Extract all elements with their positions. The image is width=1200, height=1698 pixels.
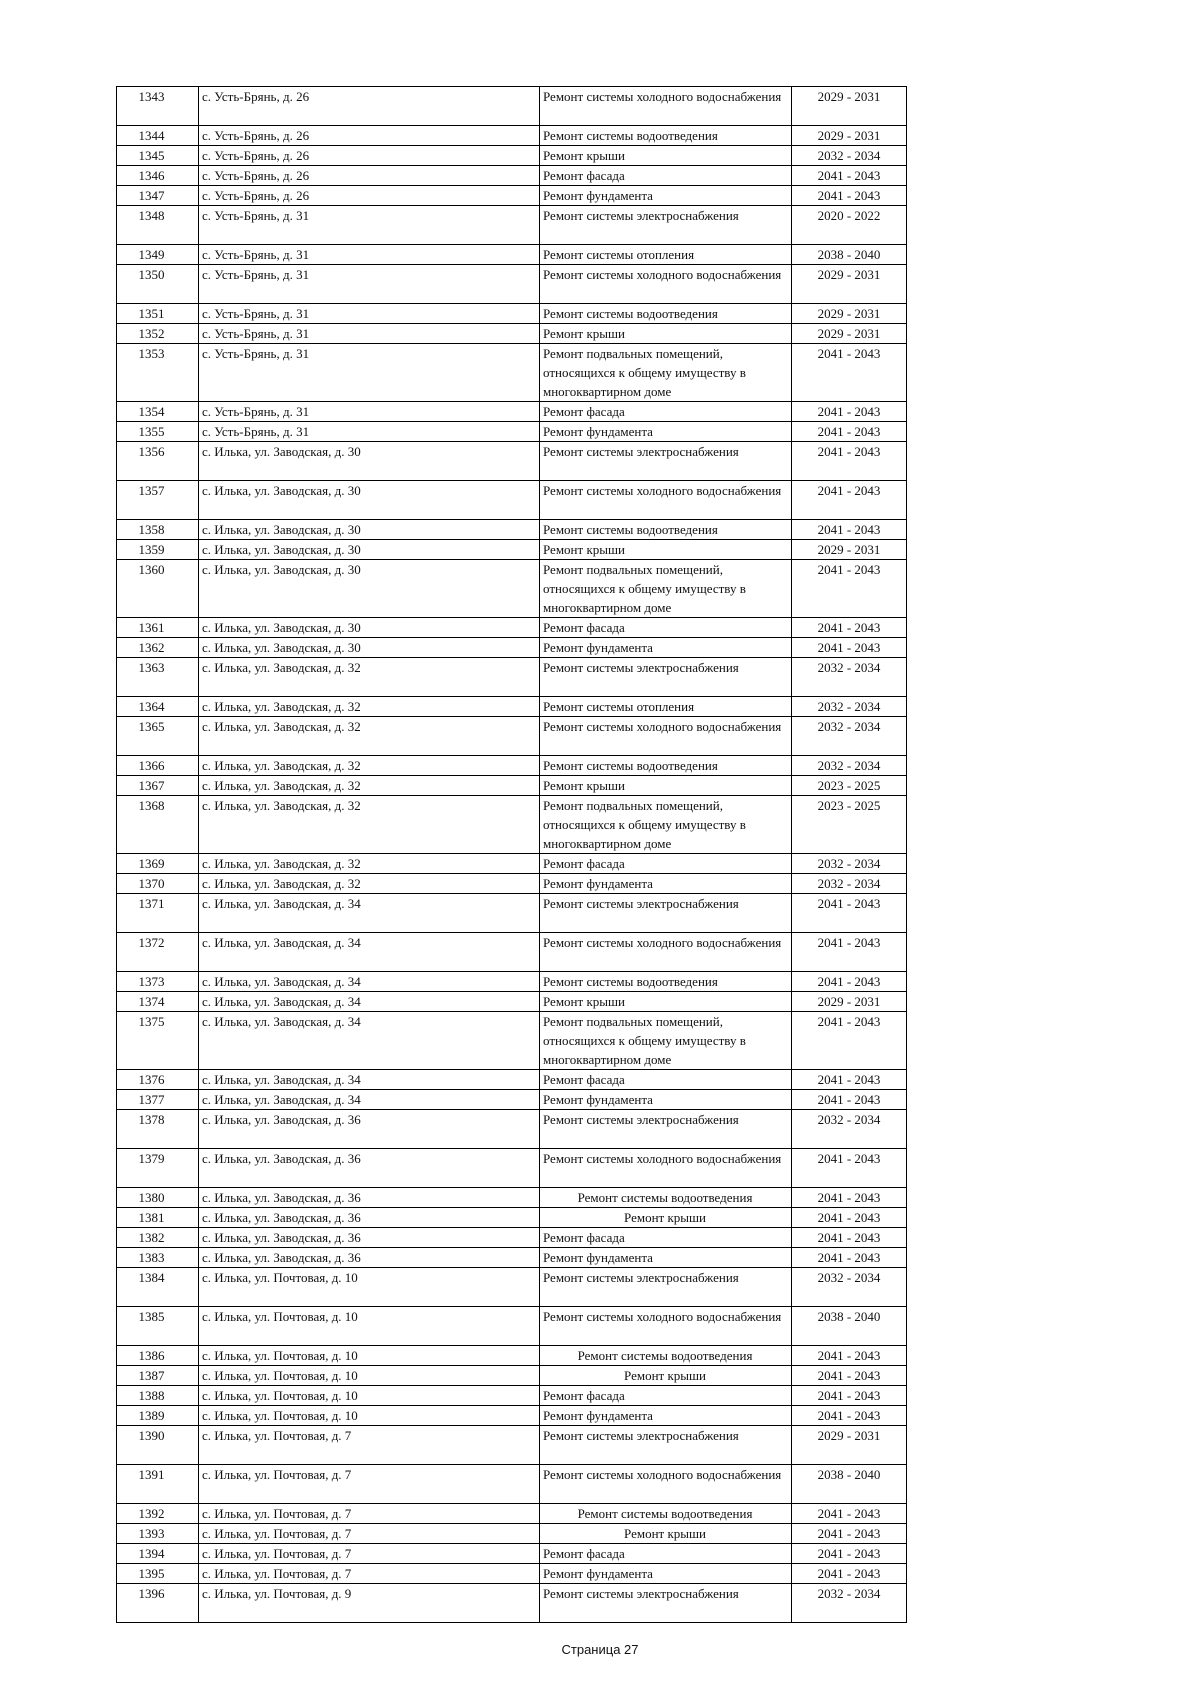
table-row — [117, 1584, 907, 1623]
table-row — [117, 1090, 907, 1110]
row-number-cell: 1358 — [117, 520, 199, 540]
table-row — [117, 658, 907, 697]
period-cell: 2041 - 2043 — [792, 1090, 907, 1110]
table-row — [117, 1149, 907, 1188]
address-cell: с. Илька, ул. Заводская, д. 34 — [199, 894, 540, 933]
table-row — [117, 1544, 907, 1564]
work-type-cell: Ремонт системы холодного водоснабжения — [540, 87, 792, 126]
row-number-cell: 1346 — [117, 166, 199, 186]
row-number-cell: 1374 — [117, 992, 199, 1012]
address-cell: с. Илька, ул. Заводская, д. 36 — [199, 1228, 540, 1248]
work-type-cell: Ремонт подвальных помещений, относящихся к общему имуществу в многоквартирном доме — [540, 344, 792, 402]
address-cell: с. Усть-Брянь, д. 31 — [199, 245, 540, 265]
period-cell: 2041 - 2043 — [792, 618, 907, 638]
table-row — [117, 206, 907, 245]
row-number-cell: 1354 — [117, 402, 199, 422]
row-number-cell: 1380 — [117, 1188, 199, 1208]
table-row — [117, 1307, 907, 1346]
period-cell: 2041 - 2043 — [792, 1149, 907, 1188]
period-cell: 2020 - 2022 — [792, 206, 907, 245]
work-type-cell: Ремонт системы водоотведения — [540, 126, 792, 146]
table-row — [117, 1208, 907, 1228]
table-row — [117, 87, 907, 126]
table-row — [117, 1268, 907, 1307]
row-number-cell: 1370 — [117, 874, 199, 894]
row-number-cell: 1378 — [117, 1110, 199, 1149]
address-cell: с. Усть-Брянь, д. 31 — [199, 344, 540, 402]
work-type-cell: Ремонт фасада — [540, 402, 792, 422]
table-row — [117, 1070, 907, 1090]
period-cell: 2041 - 2043 — [792, 402, 907, 422]
address-cell: с. Илька, ул. Заводская, д. 32 — [199, 776, 540, 796]
row-number-cell: 1390 — [117, 1426, 199, 1465]
table-row — [117, 717, 907, 756]
work-type-cell: Ремонт фундамента — [540, 874, 792, 894]
work-type-cell: Ремонт фасада — [540, 1228, 792, 1248]
row-number-cell: 1351 — [117, 304, 199, 324]
period-cell: 2032 - 2034 — [792, 1268, 907, 1307]
period-cell: 2041 - 2043 — [792, 481, 907, 520]
period-cell: 2032 - 2034 — [792, 658, 907, 697]
table-row — [117, 1012, 907, 1070]
period-cell: 2029 - 2031 — [792, 324, 907, 344]
work-type-cell: Ремонт фундамента — [540, 1090, 792, 1110]
period-cell: 2041 - 2043 — [792, 1406, 907, 1426]
work-type-cell: Ремонт системы водоотведения — [540, 1504, 792, 1524]
row-number-cell: 1363 — [117, 658, 199, 697]
address-cell: с. Илька, ул. Заводская, д. 34 — [199, 1070, 540, 1090]
address-cell: с. Илька, ул. Заводская, д. 34 — [199, 992, 540, 1012]
period-cell: 2041 - 2043 — [792, 1564, 907, 1584]
period-cell: 2023 - 2025 — [792, 796, 907, 854]
period-cell: 2041 - 2043 — [792, 186, 907, 206]
address-cell: с. Илька, ул. Заводская, д. 30 — [199, 540, 540, 560]
row-number-cell: 1359 — [117, 540, 199, 560]
period-cell: 2041 - 2043 — [792, 520, 907, 540]
table-row — [117, 992, 907, 1012]
period-cell: 2029 - 2031 — [792, 265, 907, 304]
work-type-cell: Ремонт крыши — [540, 1524, 792, 1544]
work-type-cell: Ремонт фасада — [540, 166, 792, 186]
period-cell: 2041 - 2043 — [792, 1346, 907, 1366]
table-row — [117, 186, 907, 206]
address-cell: с. Илька, ул. Почтовая, д. 7 — [199, 1465, 540, 1504]
row-number-cell: 1360 — [117, 560, 199, 618]
table-row — [117, 304, 907, 324]
table-row — [117, 344, 907, 402]
row-number-cell: 1391 — [117, 1465, 199, 1504]
period-cell: 2041 - 2043 — [792, 894, 907, 933]
period-cell: 2041 - 2043 — [792, 638, 907, 658]
row-number-cell: 1375 — [117, 1012, 199, 1070]
work-type-cell: Ремонт системы отопления — [540, 697, 792, 717]
work-type-cell: Ремонт системы водоотведения — [540, 304, 792, 324]
period-cell: 2038 - 2040 — [792, 1465, 907, 1504]
table-row — [117, 245, 907, 265]
work-type-cell: Ремонт системы электроснабжения — [540, 1268, 792, 1307]
work-type-cell: Ремонт фундамента — [540, 1564, 792, 1584]
work-type-cell: Ремонт системы электроснабжения — [540, 894, 792, 933]
work-type-cell: Ремонт системы водоотведения — [540, 1346, 792, 1366]
address-cell: с. Усть-Брянь, д. 26 — [199, 146, 540, 166]
address-cell: с. Илька, ул. Заводская, д. 36 — [199, 1208, 540, 1228]
work-type-cell: Ремонт системы водоотведения — [540, 520, 792, 540]
address-cell: с. Илька, ул. Заводская, д. 30 — [199, 618, 540, 638]
row-number-cell: 1352 — [117, 324, 199, 344]
period-cell: 2041 - 2043 — [792, 933, 907, 972]
period-cell: 2041 - 2043 — [792, 1248, 907, 1268]
work-type-cell: Ремонт крыши — [540, 146, 792, 166]
row-number-cell: 1345 — [117, 146, 199, 166]
table-row — [117, 146, 907, 166]
table-row — [117, 402, 907, 422]
address-cell: с. Илька, ул. Почтовая, д. 7 — [199, 1544, 540, 1564]
work-type-cell: Ремонт фасада — [540, 854, 792, 874]
address-cell: с. Илька, ул. Заводская, д. 32 — [199, 756, 540, 776]
period-cell: 2041 - 2043 — [792, 422, 907, 442]
address-cell: с. Илька, ул. Почтовая, д. 10 — [199, 1386, 540, 1406]
table-row — [117, 638, 907, 658]
row-number-cell: 1353 — [117, 344, 199, 402]
table-row — [117, 481, 907, 520]
period-cell: 2029 - 2031 — [792, 540, 907, 560]
table-row — [117, 697, 907, 717]
period-cell: 2032 - 2034 — [792, 854, 907, 874]
table-row — [117, 520, 907, 540]
period-cell: 2029 - 2031 — [792, 1426, 907, 1465]
table-body — [117, 87, 907, 1623]
address-cell: с. Усть-Брянь, д. 26 — [199, 126, 540, 146]
work-type-cell: Ремонт подвальных помещений, относящихся к общему имуществу в многоквартирном доме — [540, 1012, 792, 1070]
work-type-cell: Ремонт системы холодного водоснабжения — [540, 481, 792, 520]
period-cell: 2032 - 2034 — [792, 717, 907, 756]
address-cell: с. Илька, ул. Заводская, д. 32 — [199, 658, 540, 697]
table-row — [117, 1465, 907, 1504]
address-cell: с. Усть-Брянь, д. 31 — [199, 422, 540, 442]
table-row — [117, 933, 907, 972]
row-number-cell: 1395 — [117, 1564, 199, 1584]
table-row — [117, 560, 907, 618]
work-type-cell: Ремонт фасада — [540, 618, 792, 638]
work-type-cell: Ремонт системы холодного водоснабжения — [540, 933, 792, 972]
period-cell: 2029 - 2031 — [792, 126, 907, 146]
table-row — [117, 1564, 907, 1584]
table-row — [117, 422, 907, 442]
row-number-cell: 1347 — [117, 186, 199, 206]
page-number-label: Страница 27 — [561, 1642, 639, 1657]
row-number-cell: 1372 — [117, 933, 199, 972]
table-row — [117, 854, 907, 874]
table-row — [117, 776, 907, 796]
row-number-cell: 1381 — [117, 1208, 199, 1228]
table-row — [117, 324, 907, 344]
work-type-cell: Ремонт системы электроснабжения — [540, 658, 792, 697]
address-cell: с. Илька, ул. Заводская, д. 34 — [199, 1012, 540, 1070]
table-row — [117, 874, 907, 894]
work-type-cell: Ремонт системы водоотведения — [540, 756, 792, 776]
period-cell: 2041 - 2043 — [792, 972, 907, 992]
table-row — [117, 1524, 907, 1544]
work-type-cell: Ремонт системы электроснабжения — [540, 1426, 792, 1465]
period-cell: 2032 - 2034 — [792, 756, 907, 776]
work-type-cell: Ремонт фасада — [540, 1070, 792, 1090]
address-cell: с. Илька, ул. Почтовая, д. 10 — [199, 1268, 540, 1307]
period-cell: 2041 - 2043 — [792, 344, 907, 402]
address-cell: с. Илька, ул. Заводская, д. 36 — [199, 1149, 540, 1188]
row-number-cell: 1357 — [117, 481, 199, 520]
work-type-cell: Ремонт крыши — [540, 1208, 792, 1228]
work-type-cell: Ремонт системы холодного водоснабжения — [540, 1149, 792, 1188]
address-cell: с. Илька, ул. Заводская, д. 30 — [199, 520, 540, 540]
address-cell: с. Илька, ул. Заводская, д. 30 — [199, 560, 540, 618]
row-number-cell: 1350 — [117, 265, 199, 304]
address-cell: с. Илька, ул. Почтовая, д. 7 — [199, 1564, 540, 1584]
period-cell: 2041 - 2043 — [792, 1188, 907, 1208]
work-type-cell: Ремонт крыши — [540, 324, 792, 344]
table-row — [117, 1406, 907, 1426]
table-row — [117, 126, 907, 146]
table-row — [117, 756, 907, 776]
work-type-cell: Ремонт фасада — [540, 1544, 792, 1564]
address-cell: с. Усть-Брянь, д. 26 — [199, 166, 540, 186]
address-cell: с. Илька, ул. Заводская, д. 32 — [199, 854, 540, 874]
period-cell: 2029 - 2031 — [792, 87, 907, 126]
address-cell: с. Илька, ул. Заводская, д. 36 — [199, 1248, 540, 1268]
period-cell: 2041 - 2043 — [792, 560, 907, 618]
address-cell: с. Усть-Брянь, д. 31 — [199, 402, 540, 422]
address-cell: с. Илька, ул. Заводская, д. 34 — [199, 1090, 540, 1110]
address-cell: с. Илька, ул. Почтовая, д. 10 — [199, 1346, 540, 1366]
row-number-cell: 1383 — [117, 1248, 199, 1268]
period-cell: 2041 - 2043 — [792, 1366, 907, 1386]
period-cell: 2041 - 2043 — [792, 1012, 907, 1070]
table-row — [117, 1426, 907, 1465]
work-type-cell: Ремонт системы отопления — [540, 245, 792, 265]
row-number-cell: 1343 — [117, 87, 199, 126]
address-cell: с. Илька, ул. Заводская, д. 34 — [199, 972, 540, 992]
table-row — [117, 540, 907, 560]
table-row — [117, 1386, 907, 1406]
work-type-cell: Ремонт системы водоотведения — [540, 972, 792, 992]
row-number-cell: 1364 — [117, 697, 199, 717]
work-type-cell: Ремонт подвальных помещений, относящихся к общему имуществу в многоквартирном доме — [540, 560, 792, 618]
row-number-cell: 1365 — [117, 717, 199, 756]
row-number-cell: 1349 — [117, 245, 199, 265]
address-cell: с. Илька, ул. Заводская, д. 34 — [199, 933, 540, 972]
row-number-cell: 1348 — [117, 206, 199, 245]
period-cell: 2041 - 2043 — [792, 1386, 907, 1406]
work-type-cell: Ремонт системы водоотведения — [540, 1188, 792, 1208]
period-cell: 2032 - 2034 — [792, 1110, 907, 1149]
page-footer — [0, 1642, 1200, 1657]
row-number-cell: 1367 — [117, 776, 199, 796]
table-row — [117, 442, 907, 481]
address-cell: с. Усть-Брянь, д. 26 — [199, 87, 540, 126]
address-cell: с. Илька, ул. Почтовая, д. 9 — [199, 1584, 540, 1623]
address-cell: с. Усть-Брянь, д. 31 — [199, 324, 540, 344]
period-cell: 2041 - 2043 — [792, 1544, 907, 1564]
work-type-cell: Ремонт системы холодного водоснабжения — [540, 1465, 792, 1504]
period-cell: 2029 - 2031 — [792, 304, 907, 324]
period-cell: 2032 - 2034 — [792, 1584, 907, 1623]
address-cell: с. Усть-Брянь, д. 31 — [199, 206, 540, 245]
period-cell: 2038 - 2040 — [792, 245, 907, 265]
address-cell: с. Илька, ул. Почтовая, д. 10 — [199, 1307, 540, 1346]
table-row — [117, 1504, 907, 1524]
address-cell: с. Илька, ул. Заводская, д. 36 — [199, 1110, 540, 1149]
address-cell: с. Илька, ул. Заводская, д. 30 — [199, 481, 540, 520]
row-number-cell: 1384 — [117, 1268, 199, 1307]
address-cell: с. Илька, ул. Заводская, д. 32 — [199, 717, 540, 756]
address-cell: с. Усть-Брянь, д. 31 — [199, 304, 540, 324]
work-type-cell: Ремонт крыши — [540, 776, 792, 796]
address-cell: с. Илька, ул. Почтовая, д. 10 — [199, 1366, 540, 1386]
address-cell: с. Илька, ул. Заводская, д. 36 — [199, 1188, 540, 1208]
period-cell: 2023 - 2025 — [792, 776, 907, 796]
table-row — [117, 796, 907, 854]
table-row — [117, 1110, 907, 1149]
period-cell: 2032 - 2034 — [792, 874, 907, 894]
table-row — [117, 265, 907, 304]
work-type-cell: Ремонт фасада — [540, 1386, 792, 1406]
row-number-cell: 1356 — [117, 442, 199, 481]
work-type-cell: Ремонт фундамента — [540, 1406, 792, 1426]
table-row — [117, 894, 907, 933]
work-type-cell: Ремонт подвальных помещений, относящихся к общему имуществу в многоквартирном доме — [540, 796, 792, 854]
address-cell: с. Илька, ул. Почтовая, д. 7 — [199, 1426, 540, 1465]
table-row — [117, 1248, 907, 1268]
period-cell: 2041 - 2043 — [792, 442, 907, 481]
row-number-cell: 1379 — [117, 1149, 199, 1188]
table-row — [117, 618, 907, 638]
row-number-cell: 1377 — [117, 1090, 199, 1110]
address-cell: с. Илька, ул. Заводская, д. 32 — [199, 697, 540, 717]
row-number-cell: 1368 — [117, 796, 199, 854]
work-type-cell: Ремонт фундамента — [540, 638, 792, 658]
work-type-cell: Ремонт системы электроснабжения — [540, 1584, 792, 1623]
row-number-cell: 1382 — [117, 1228, 199, 1248]
address-cell: с. Илька, ул. Заводская, д. 30 — [199, 442, 540, 481]
row-number-cell: 1393 — [117, 1524, 199, 1544]
row-number-cell: 1388 — [117, 1386, 199, 1406]
period-cell: 2032 - 2034 — [792, 697, 907, 717]
row-number-cell: 1386 — [117, 1346, 199, 1366]
period-cell: 2041 - 2043 — [792, 1070, 907, 1090]
period-cell: 2041 - 2043 — [792, 166, 907, 186]
row-number-cell: 1361 — [117, 618, 199, 638]
address-cell: с. Илька, ул. Заводская, д. 30 — [199, 638, 540, 658]
work-type-cell: Ремонт системы холодного водоснабжения — [540, 265, 792, 304]
table-row — [117, 1188, 907, 1208]
work-type-cell: Ремонт системы электроснабжения — [540, 442, 792, 481]
period-cell: 2041 - 2043 — [792, 1228, 907, 1248]
repair-schedule-table — [116, 86, 907, 1623]
period-cell: 2038 - 2040 — [792, 1307, 907, 1346]
row-number-cell: 1387 — [117, 1366, 199, 1386]
period-cell: 2032 - 2034 — [792, 146, 907, 166]
row-number-cell: 1373 — [117, 972, 199, 992]
row-number-cell: 1385 — [117, 1307, 199, 1346]
row-number-cell: 1362 — [117, 638, 199, 658]
address-cell: с. Илька, ул. Почтовая, д. 7 — [199, 1524, 540, 1544]
row-number-cell: 1392 — [117, 1504, 199, 1524]
table-row — [117, 1366, 907, 1386]
address-cell: с. Усть-Брянь, д. 26 — [199, 186, 540, 206]
work-type-cell: Ремонт крыши — [540, 1366, 792, 1386]
row-number-cell: 1369 — [117, 854, 199, 874]
row-number-cell: 1394 — [117, 1544, 199, 1564]
work-type-cell: Ремонт фундамента — [540, 422, 792, 442]
address-cell: с. Усть-Брянь, д. 31 — [199, 265, 540, 304]
row-number-cell: 1376 — [117, 1070, 199, 1090]
address-cell: с. Илька, ул. Заводская, д. 32 — [199, 796, 540, 854]
work-type-cell: Ремонт системы холодного водоснабжения — [540, 717, 792, 756]
row-number-cell: 1371 — [117, 894, 199, 933]
work-type-cell: Ремонт крыши — [540, 992, 792, 1012]
table-row — [117, 1228, 907, 1248]
table-row — [117, 1346, 907, 1366]
work-type-cell: Ремонт системы электроснабжения — [540, 206, 792, 245]
work-type-cell: Ремонт крыши — [540, 540, 792, 560]
work-type-cell: Ремонт фундамента — [540, 1248, 792, 1268]
work-type-cell: Ремонт системы холодного водоснабжения — [540, 1307, 792, 1346]
work-type-cell: Ремонт системы электроснабжения — [540, 1110, 792, 1149]
work-type-cell: Ремонт фундамента — [540, 186, 792, 206]
row-number-cell: 1389 — [117, 1406, 199, 1426]
address-cell: с. Илька, ул. Заводская, д. 32 — [199, 874, 540, 894]
period-cell: 2041 - 2043 — [792, 1524, 907, 1544]
period-cell: 2041 - 2043 — [792, 1504, 907, 1524]
table-row — [117, 166, 907, 186]
row-number-cell: 1396 — [117, 1584, 199, 1623]
address-cell: с. Илька, ул. Почтовая, д. 10 — [199, 1406, 540, 1426]
row-number-cell: 1344 — [117, 126, 199, 146]
period-cell: 2029 - 2031 — [792, 992, 907, 1012]
period-cell: 2041 - 2043 — [792, 1208, 907, 1228]
row-number-cell: 1366 — [117, 756, 199, 776]
table-row — [117, 972, 907, 992]
row-number-cell: 1355 — [117, 422, 199, 442]
address-cell: с. Илька, ул. Почтовая, д. 7 — [199, 1504, 540, 1524]
